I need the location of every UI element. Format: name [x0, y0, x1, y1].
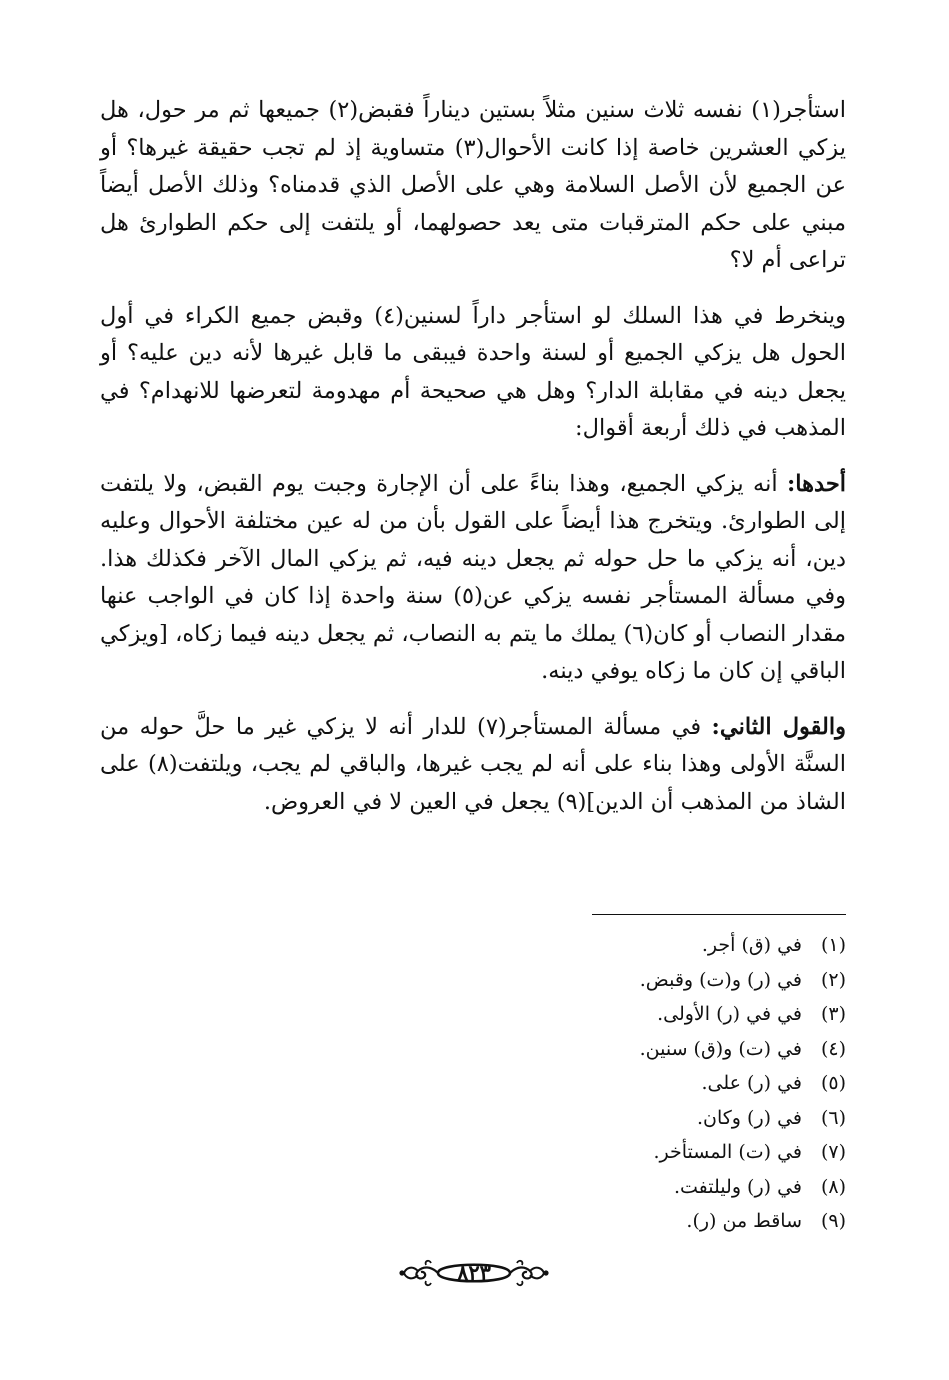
footnote-number: (٧) [820, 1141, 846, 1163]
footnote-text: ساقط من (ر). [686, 1210, 802, 1232]
page-number-ornament [398, 1256, 550, 1290]
footnote-number: (٨) [820, 1175, 846, 1198]
footnotes-list [200, 928, 846, 1239]
page-number: ٨٢٣ [457, 1260, 491, 1285]
footnote-number: (١) [820, 934, 846, 956]
footnote-item [200, 1066, 846, 1101]
paragraph-2 [100, 298, 846, 448]
footnote-number: (٤) [820, 1037, 846, 1060]
footnote-item [200, 1135, 846, 1170]
footnote-text: في (ر) على. [701, 1072, 802, 1094]
main-text-body [100, 92, 846, 821]
paragraph-3 [100, 466, 846, 691]
paragraph-2-text: وينخرط في هذا السلك لو استأجر داراً لسنين(٤) وقبض جميع الكراء في أول الحول هل يزكي الجميع أو لسنة واحدة فيبقى ما قابل غيرها لأنه دين عليه؟ أو يجعل دينه في مقابلة الدار؟ وهل هي صحيحة أم مهدومة لتعرضها للانهدام؟ في المذهب في ذلك أربعة أقوال: [100, 302, 847, 441]
footnote-item [200, 1032, 846, 1067]
footnote-number: (٢) [820, 968, 846, 991]
footnote-item [200, 997, 846, 1032]
paragraph-4 [100, 709, 846, 822]
paragraph-3-lead: أحدها: [787, 470, 846, 497]
footnote-text: في (ت) و(ق) سنين. [639, 1037, 802, 1060]
paragraph-4-text: في مسألة المستأجر(٧) للدار أنه لا يزكي غير ما حلَّ حوله من السنَّة الأولى وهذا بناء على أنه لم يجب غيرها، والباقي لم يجب، ويلتفت(٨) على الشاذ من المذهب أن الدين](٩) يجعل في العين لا في العروض. [100, 713, 846, 815]
paragraph-1-text: استأجر(١) نفسه ثلاث سنين مثلاً بستين ديناراً فقبض(٢) جميعها ثم مر حول، هل يزكي العشرين خاصة إذا كانت الأحوال(٣) متساوية إذ لم تجب حقيقة غيرها؟ أو عن الجميع لأن الأصل السلامة وهي على الأصل الذي قدمناه؟ وذلك الأصل أيضاً مبني على حكم المترقبات متى يعد حصولهما، أو يلتفت إلى حكم الطوارئ هل تراعى أم لا؟ [100, 97, 847, 273]
footnote-divider [592, 914, 846, 915]
footnote-text: في (ر) وكان. [696, 1106, 802, 1129]
footnote-item [200, 1101, 846, 1136]
footnote-number: (٣) [820, 1003, 846, 1025]
footnote-item [200, 928, 846, 963]
paragraph-1 [100, 92, 846, 280]
footnote-number: (٥) [820, 1072, 846, 1094]
footnote-text: في في (ر) الأولى. [657, 1003, 802, 1025]
footnote-text: في (ق) أجر. [701, 934, 802, 956]
footnote-item [200, 1204, 846, 1239]
footnote-text: في (ر) وليلتفت. [673, 1175, 802, 1198]
paragraph-3-text: أنه يزكي الجميع، وهذا بناءً على أن الإجارة وجبت يوم القبض، ولا يلتفت إلى الطوارئ. ويتخرج هذا أيضاً على القول بأن من له عين مختلفة الأحوال وعليه دين، أنه يزكي ما حل حوله ثم يجعل دينه فيه، ثم يزكي المال الآخر فكذلك هذا. وفي مسألة المستأجر نفسه يزكي عن(٥) سنة واحدة إذا كان في الواجب عنها مقدار النصاب أو كان(٦) يملك ما يتم به النصاب، ثم يجعل دينه فيما زكاه، [ويزكي الباقي إن كان ما زكاه يوفي دينه. [100, 470, 846, 684]
paragraph-4-lead: والقول الثاني: [711, 713, 847, 740]
footnote-number: (٩) [820, 1210, 846, 1232]
footnote-item [200, 963, 846, 998]
footnote-item [200, 1170, 846, 1205]
footnote-text: في (ر) و(ت) وقبض. [639, 968, 802, 991]
footnote-number: (٦) [820, 1106, 846, 1129]
footnote-text: في (ت) المستأخر. [653, 1141, 802, 1163]
